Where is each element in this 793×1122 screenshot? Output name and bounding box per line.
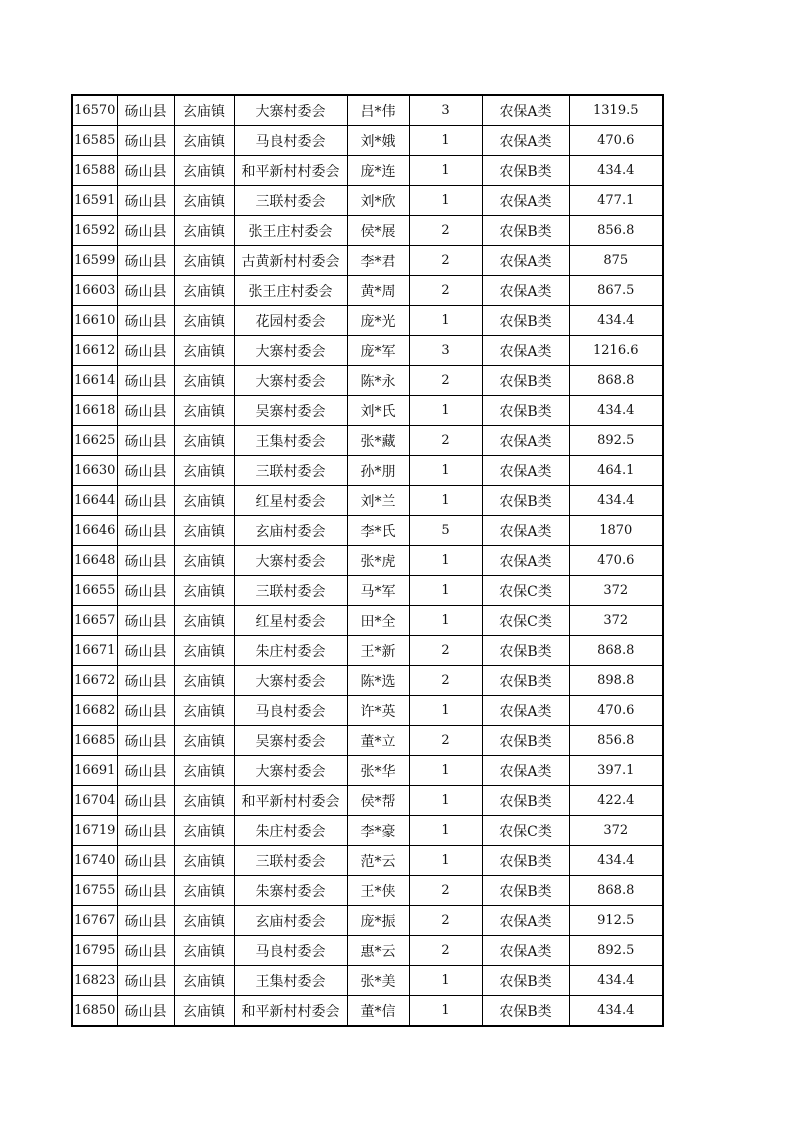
- household-count-cell: 3: [409, 95, 482, 126]
- village-committee-cell: 大寨村委会: [234, 546, 347, 576]
- category-cell: 农保C类: [482, 576, 569, 606]
- household-count-cell: 2: [409, 726, 482, 756]
- amount-cell: 434.4: [569, 156, 663, 186]
- category-cell: 农保B类: [482, 726, 569, 756]
- amount-cell: 898.8: [569, 666, 663, 696]
- village-committee-cell: 花园村委会: [234, 306, 347, 336]
- record-id-cell: 16648: [72, 546, 117, 576]
- amount-cell: 856.8: [569, 216, 663, 246]
- record-id-cell: 16719: [72, 816, 117, 846]
- household-count-cell: 1: [409, 756, 482, 786]
- category-cell: 农保B类: [482, 876, 569, 906]
- household-count-cell: 2: [409, 906, 482, 936]
- amount-cell: 397.1: [569, 756, 663, 786]
- household-count-cell: 5: [409, 516, 482, 546]
- amount-cell: 470.6: [569, 696, 663, 726]
- village-committee-cell: 三联村委会: [234, 846, 347, 876]
- table-row: [72, 186, 663, 216]
- village-committee-cell: 和平新村村委会: [234, 786, 347, 816]
- name-cell: 刘*娥: [347, 126, 409, 156]
- village-committee-cell: 玄庙村委会: [234, 906, 347, 936]
- village-committee-cell: 王集村委会: [234, 426, 347, 456]
- table-row: [72, 996, 663, 1027]
- town-cell: 玄庙镇: [174, 606, 234, 636]
- town-cell: 玄庙镇: [174, 786, 234, 816]
- county-cell: 砀山县: [117, 336, 174, 366]
- village-committee-cell: 王集村委会: [234, 966, 347, 996]
- village-committee-cell: 马良村委会: [234, 936, 347, 966]
- amount-cell: 477.1: [569, 186, 663, 216]
- name-cell: 董*信: [347, 996, 409, 1027]
- county-cell: 砀山县: [117, 636, 174, 666]
- village-committee-cell: 三联村委会: [234, 186, 347, 216]
- record-id-cell: 16755: [72, 876, 117, 906]
- county-cell: 砀山县: [117, 816, 174, 846]
- amount-cell: 434.4: [569, 996, 663, 1027]
- amount-cell: 1870: [569, 516, 663, 546]
- table-row: [72, 216, 663, 246]
- record-id-cell: 16795: [72, 936, 117, 966]
- town-cell: 玄庙镇: [174, 876, 234, 906]
- amount-cell: 1216.6: [569, 336, 663, 366]
- record-id-cell: 16682: [72, 696, 117, 726]
- amount-cell: 470.6: [569, 126, 663, 156]
- category-cell: 农保A类: [482, 936, 569, 966]
- town-cell: 玄庙镇: [174, 846, 234, 876]
- record-id-cell: 16585: [72, 126, 117, 156]
- category-cell: 农保C类: [482, 816, 569, 846]
- household-count-cell: 1: [409, 486, 482, 516]
- town-cell: 玄庙镇: [174, 426, 234, 456]
- table-row: [72, 396, 663, 426]
- town-cell: 玄庙镇: [174, 246, 234, 276]
- county-cell: 砀山县: [117, 546, 174, 576]
- village-committee-cell: 朱寨村委会: [234, 876, 347, 906]
- amount-cell: 434.4: [569, 396, 663, 426]
- county-cell: 砀山县: [117, 966, 174, 996]
- name-cell: 刘*氏: [347, 396, 409, 426]
- town-cell: 玄庙镇: [174, 456, 234, 486]
- name-cell: 田*全: [347, 606, 409, 636]
- record-id-cell: 16592: [72, 216, 117, 246]
- name-cell: 侯*展: [347, 216, 409, 246]
- town-cell: 玄庙镇: [174, 276, 234, 306]
- town-cell: 玄庙镇: [174, 906, 234, 936]
- household-count-cell: 2: [409, 636, 482, 666]
- town-cell: 玄庙镇: [174, 756, 234, 786]
- table-row: [72, 576, 663, 606]
- name-cell: 张*美: [347, 966, 409, 996]
- town-cell: 玄庙镇: [174, 486, 234, 516]
- category-cell: 农保B类: [482, 396, 569, 426]
- table-row: [72, 966, 663, 996]
- town-cell: 玄庙镇: [174, 996, 234, 1027]
- category-cell: 农保A类: [482, 186, 569, 216]
- name-cell: 吕*伟: [347, 95, 409, 126]
- county-cell: 砀山县: [117, 726, 174, 756]
- name-cell: 许*英: [347, 696, 409, 726]
- village-committee-cell: 三联村委会: [234, 456, 347, 486]
- household-count-cell: 1: [409, 186, 482, 216]
- category-cell: 农保A类: [482, 516, 569, 546]
- category-cell: 农保B类: [482, 846, 569, 876]
- county-cell: 砀山县: [117, 606, 174, 636]
- record-id-cell: 16591: [72, 186, 117, 216]
- category-cell: 农保A类: [482, 276, 569, 306]
- record-id-cell: 16850: [72, 996, 117, 1027]
- household-count-cell: 1: [409, 456, 482, 486]
- record-id-cell: 16625: [72, 426, 117, 456]
- name-cell: 刘*兰: [347, 486, 409, 516]
- amount-cell: 372: [569, 606, 663, 636]
- table-row: [72, 846, 663, 876]
- record-id-cell: 16704: [72, 786, 117, 816]
- record-id-cell: 16767: [72, 906, 117, 936]
- town-cell: 玄庙镇: [174, 126, 234, 156]
- table-row: [72, 486, 663, 516]
- category-cell: 农保A类: [482, 546, 569, 576]
- record-id-cell: 16610: [72, 306, 117, 336]
- table-row: [72, 906, 663, 936]
- record-id-cell: 16588: [72, 156, 117, 186]
- amount-cell: 868.8: [569, 636, 663, 666]
- table-row: [72, 936, 663, 966]
- village-committee-cell: 张王庄村委会: [234, 276, 347, 306]
- village-committee-cell: 红星村委会: [234, 606, 347, 636]
- amount-cell: 892.5: [569, 426, 663, 456]
- category-cell: 农保A类: [482, 456, 569, 486]
- household-count-cell: 2: [409, 276, 482, 306]
- village-committee-cell: 大寨村委会: [234, 666, 347, 696]
- name-cell: 惠*云: [347, 936, 409, 966]
- name-cell: 庞*振: [347, 906, 409, 936]
- amount-cell: 372: [569, 816, 663, 846]
- table-row: [72, 126, 663, 156]
- record-id-cell: 16646: [72, 516, 117, 546]
- household-count-cell: 1: [409, 996, 482, 1027]
- county-cell: 砀山县: [117, 846, 174, 876]
- village-committee-cell: 马良村委会: [234, 696, 347, 726]
- record-id-cell: 16685: [72, 726, 117, 756]
- amount-cell: 434.4: [569, 966, 663, 996]
- household-count-cell: 1: [409, 816, 482, 846]
- household-count-cell: 1: [409, 306, 482, 336]
- category-cell: 农保A类: [482, 696, 569, 726]
- name-cell: 刘*欣: [347, 186, 409, 216]
- household-count-cell: 2: [409, 876, 482, 906]
- amount-cell: 912.5: [569, 906, 663, 936]
- county-cell: 砀山县: [117, 576, 174, 606]
- category-cell: 农保B类: [482, 216, 569, 246]
- county-cell: 砀山县: [117, 696, 174, 726]
- household-count-cell: 1: [409, 696, 482, 726]
- county-cell: 砀山县: [117, 756, 174, 786]
- household-count-cell: 3: [409, 336, 482, 366]
- household-count-cell: 1: [409, 156, 482, 186]
- county-cell: 砀山县: [117, 516, 174, 546]
- amount-cell: 1319.5: [569, 95, 663, 126]
- category-cell: 农保C类: [482, 606, 569, 636]
- category-cell: 农保B类: [482, 636, 569, 666]
- amount-cell: 867.5: [569, 276, 663, 306]
- town-cell: 玄庙镇: [174, 95, 234, 126]
- record-id-cell: 16612: [72, 336, 117, 366]
- category-cell: 农保A类: [482, 906, 569, 936]
- county-cell: 砀山县: [117, 246, 174, 276]
- county-cell: 砀山县: [117, 906, 174, 936]
- table-row: [72, 696, 663, 726]
- record-id-cell: 16614: [72, 366, 117, 396]
- table-row: [72, 366, 663, 396]
- town-cell: 玄庙镇: [174, 966, 234, 996]
- table-row: [72, 516, 663, 546]
- village-committee-cell: 和平新村村委会: [234, 996, 347, 1027]
- county-cell: 砀山县: [117, 126, 174, 156]
- household-count-cell: 1: [409, 126, 482, 156]
- village-committee-cell: 张王庄村委会: [234, 216, 347, 246]
- village-committee-cell: 玄庙村委会: [234, 516, 347, 546]
- document-page: [71, 94, 664, 1027]
- town-cell: 玄庙镇: [174, 666, 234, 696]
- table-row: [72, 726, 663, 756]
- county-cell: 砀山县: [117, 426, 174, 456]
- town-cell: 玄庙镇: [174, 366, 234, 396]
- record-id-cell: 16672: [72, 666, 117, 696]
- beneficiary-table: [71, 94, 664, 1027]
- county-cell: 砀山县: [117, 486, 174, 516]
- household-count-cell: 2: [409, 936, 482, 966]
- amount-cell: 875: [569, 246, 663, 276]
- county-cell: 砀山县: [117, 456, 174, 486]
- household-count-cell: 1: [409, 396, 482, 426]
- name-cell: 孙*朋: [347, 456, 409, 486]
- name-cell: 张*华: [347, 756, 409, 786]
- record-id-cell: 16644: [72, 486, 117, 516]
- category-cell: 农保A类: [482, 246, 569, 276]
- category-cell: 农保B类: [482, 156, 569, 186]
- amount-cell: 434.4: [569, 486, 663, 516]
- amount-cell: 372: [569, 576, 663, 606]
- name-cell: 陈*永: [347, 366, 409, 396]
- county-cell: 砀山县: [117, 276, 174, 306]
- name-cell: 范*云: [347, 846, 409, 876]
- record-id-cell: 16657: [72, 606, 117, 636]
- village-committee-cell: 马良村委会: [234, 126, 347, 156]
- household-count-cell: 1: [409, 966, 482, 996]
- record-id-cell: 16599: [72, 246, 117, 276]
- county-cell: 砀山县: [117, 306, 174, 336]
- category-cell: 农保B类: [482, 486, 569, 516]
- town-cell: 玄庙镇: [174, 696, 234, 726]
- amount-cell: 464.1: [569, 456, 663, 486]
- town-cell: 玄庙镇: [174, 336, 234, 366]
- category-cell: 农保B类: [482, 966, 569, 996]
- town-cell: 玄庙镇: [174, 516, 234, 546]
- record-id-cell: 16671: [72, 636, 117, 666]
- amount-cell: 856.8: [569, 726, 663, 756]
- amount-cell: 470.6: [569, 546, 663, 576]
- county-cell: 砀山县: [117, 216, 174, 246]
- village-committee-cell: 吴寨村委会: [234, 726, 347, 756]
- county-cell: 砀山县: [117, 666, 174, 696]
- town-cell: 玄庙镇: [174, 726, 234, 756]
- county-cell: 砀山县: [117, 876, 174, 906]
- amount-cell: 868.8: [569, 366, 663, 396]
- town-cell: 玄庙镇: [174, 636, 234, 666]
- name-cell: 张*虎: [347, 546, 409, 576]
- name-cell: 庞*光: [347, 306, 409, 336]
- village-committee-cell: 大寨村委会: [234, 336, 347, 366]
- category-cell: 农保A类: [482, 126, 569, 156]
- town-cell: 玄庙镇: [174, 576, 234, 606]
- table-row: [72, 306, 663, 336]
- village-committee-cell: 大寨村委会: [234, 756, 347, 786]
- record-id-cell: 16618: [72, 396, 117, 426]
- category-cell: 农保B类: [482, 306, 569, 336]
- record-id-cell: 16603: [72, 276, 117, 306]
- category-cell: 农保B类: [482, 666, 569, 696]
- village-committee-cell: 古黄新村村委会: [234, 246, 347, 276]
- household-count-cell: 2: [409, 216, 482, 246]
- name-cell: 黄*周: [347, 276, 409, 306]
- household-count-cell: 1: [409, 606, 482, 636]
- town-cell: 玄庙镇: [174, 186, 234, 216]
- record-id-cell: 16570: [72, 95, 117, 126]
- village-committee-cell: 和平新村村委会: [234, 156, 347, 186]
- town-cell: 玄庙镇: [174, 396, 234, 426]
- name-cell: 侯*帮: [347, 786, 409, 816]
- table-row: [72, 666, 663, 696]
- table-row: [72, 756, 663, 786]
- table-row: [72, 456, 663, 486]
- category-cell: 农保A类: [482, 756, 569, 786]
- table-row: [72, 876, 663, 906]
- county-cell: 砀山县: [117, 366, 174, 396]
- record-id-cell: 16691: [72, 756, 117, 786]
- amount-cell: 868.8: [569, 876, 663, 906]
- county-cell: 砀山县: [117, 996, 174, 1027]
- table-row: [72, 546, 663, 576]
- record-id-cell: 16655: [72, 576, 117, 606]
- village-committee-cell: 朱庄村委会: [234, 636, 347, 666]
- county-cell: 砀山县: [117, 786, 174, 816]
- village-committee-cell: 朱庄村委会: [234, 816, 347, 846]
- category-cell: 农保B类: [482, 366, 569, 396]
- county-cell: 砀山县: [117, 156, 174, 186]
- county-cell: 砀山县: [117, 396, 174, 426]
- household-count-cell: 2: [409, 426, 482, 456]
- village-committee-cell: 三联村委会: [234, 576, 347, 606]
- table-body: [72, 95, 663, 1026]
- category-cell: 农保A类: [482, 426, 569, 456]
- village-committee-cell: 吴寨村委会: [234, 396, 347, 426]
- record-id-cell: 16740: [72, 846, 117, 876]
- household-count-cell: 1: [409, 546, 482, 576]
- county-cell: 砀山县: [117, 95, 174, 126]
- household-count-cell: 1: [409, 786, 482, 816]
- record-id-cell: 16823: [72, 966, 117, 996]
- category-cell: 农保B类: [482, 786, 569, 816]
- village-committee-cell: 大寨村委会: [234, 95, 347, 126]
- village-committee-cell: 大寨村委会: [234, 366, 347, 396]
- name-cell: 庞*连: [347, 156, 409, 186]
- name-cell: 李*君: [347, 246, 409, 276]
- table-row: [72, 156, 663, 186]
- table-row: [72, 786, 663, 816]
- town-cell: 玄庙镇: [174, 546, 234, 576]
- town-cell: 玄庙镇: [174, 936, 234, 966]
- table-row: [72, 816, 663, 846]
- amount-cell: 434.4: [569, 846, 663, 876]
- county-cell: 砀山县: [117, 936, 174, 966]
- category-cell: 农保A类: [482, 336, 569, 366]
- name-cell: 王*新: [347, 636, 409, 666]
- name-cell: 张*藏: [347, 426, 409, 456]
- name-cell: 王*侠: [347, 876, 409, 906]
- amount-cell: 892.5: [569, 936, 663, 966]
- table-row: [72, 95, 663, 126]
- table-row: [72, 426, 663, 456]
- record-id-cell: 16630: [72, 456, 117, 486]
- amount-cell: 422.4: [569, 786, 663, 816]
- table-row: [72, 606, 663, 636]
- county-cell: 砀山县: [117, 186, 174, 216]
- name-cell: 董*立: [347, 726, 409, 756]
- household-count-cell: 1: [409, 576, 482, 606]
- table-row: [72, 246, 663, 276]
- name-cell: 马*军: [347, 576, 409, 606]
- name-cell: 陈*选: [347, 666, 409, 696]
- name-cell: 庞*军: [347, 336, 409, 366]
- category-cell: 农保A类: [482, 95, 569, 126]
- village-committee-cell: 红星村委会: [234, 486, 347, 516]
- amount-cell: 434.4: [569, 306, 663, 336]
- table-row: [72, 276, 663, 306]
- town-cell: 玄庙镇: [174, 306, 234, 336]
- name-cell: 李*氏: [347, 516, 409, 546]
- town-cell: 玄庙镇: [174, 156, 234, 186]
- name-cell: 李*豪: [347, 816, 409, 846]
- household-count-cell: 2: [409, 666, 482, 696]
- table-row: [72, 636, 663, 666]
- household-count-cell: 2: [409, 366, 482, 396]
- table-row: [72, 336, 663, 366]
- town-cell: 玄庙镇: [174, 216, 234, 246]
- town-cell: 玄庙镇: [174, 816, 234, 846]
- household-count-cell: 1: [409, 846, 482, 876]
- household-count-cell: 2: [409, 246, 482, 276]
- category-cell: 农保B类: [482, 996, 569, 1027]
